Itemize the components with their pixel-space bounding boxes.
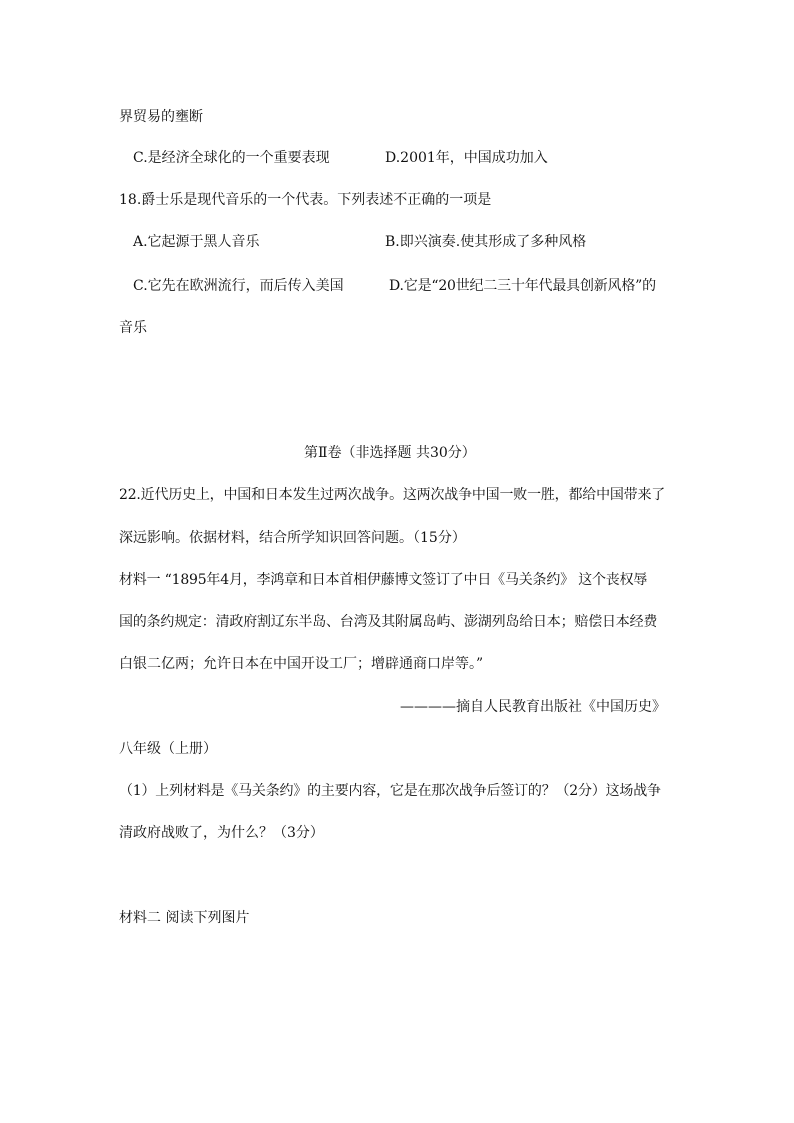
material1-line1: 材料一 “1895年4月，李鸿章和日本首相伊藤博文签订了中日《马关条约》 这个丧权辱 bbox=[119, 572, 648, 588]
material2-heading: 材料二 阅读下列图片 bbox=[119, 910, 250, 926]
material1-source: ————摘自人民教育出版社《中国历史》 bbox=[400, 699, 666, 715]
section2-title: 第Ⅱ卷（非选择题 共30分） bbox=[304, 445, 476, 461]
q18-option-a: A.它起源于黑人音乐 bbox=[133, 234, 260, 250]
material1-source-cont: 八年级（上册） bbox=[119, 741, 217, 757]
material1-line3: 白银二亿两；允许日本在中国开设工厂；增辟通商口岸等。” bbox=[119, 656, 484, 672]
q18-option-d: D.它是“20世纪二三十年代最具创新风格”的 bbox=[389, 278, 656, 294]
sub-question1-line1: （1）上列材料是《马关条约》的主要内容，它是在那次战争后签订的？（2分）这场战争 bbox=[119, 783, 661, 799]
q18-option-c: C.它先在欧洲流行，而后传入美国 bbox=[133, 278, 344, 294]
q18-option-b: B.即兴演奏.使其形成了多种风格 bbox=[385, 234, 587, 250]
q18-option-d-continuation: 音乐 bbox=[119, 320, 147, 336]
q17-option-c: C.是经济全球化的一个重要表现 bbox=[133, 150, 330, 166]
q18-stem: 18.爵士乐是现代音乐的一个代表。下列表述不正确的一项是 bbox=[119, 192, 492, 208]
q22-stem-line1: 22.近代历史上，中国和日本发生过两次战争。这两次战争中国一败一胜，都给中国带来了 bbox=[119, 487, 666, 503]
material1-line2: 国的条约规定：清政府割辽东半岛、台湾及其附属岛屿、澎湖列岛给日本；赔偿日本经费 bbox=[119, 614, 658, 630]
q17-continuation: 界贸易的壅断 bbox=[119, 109, 203, 125]
q22-stem-line2: 深远影响。依据材料，结合所学知识回答问题。（15分） bbox=[119, 530, 466, 546]
q17-option-d: D.2001年，中国成功加入 bbox=[385, 150, 548, 166]
sub-question1-line2: 清政府战败了，为什么？（3分） bbox=[119, 825, 324, 841]
